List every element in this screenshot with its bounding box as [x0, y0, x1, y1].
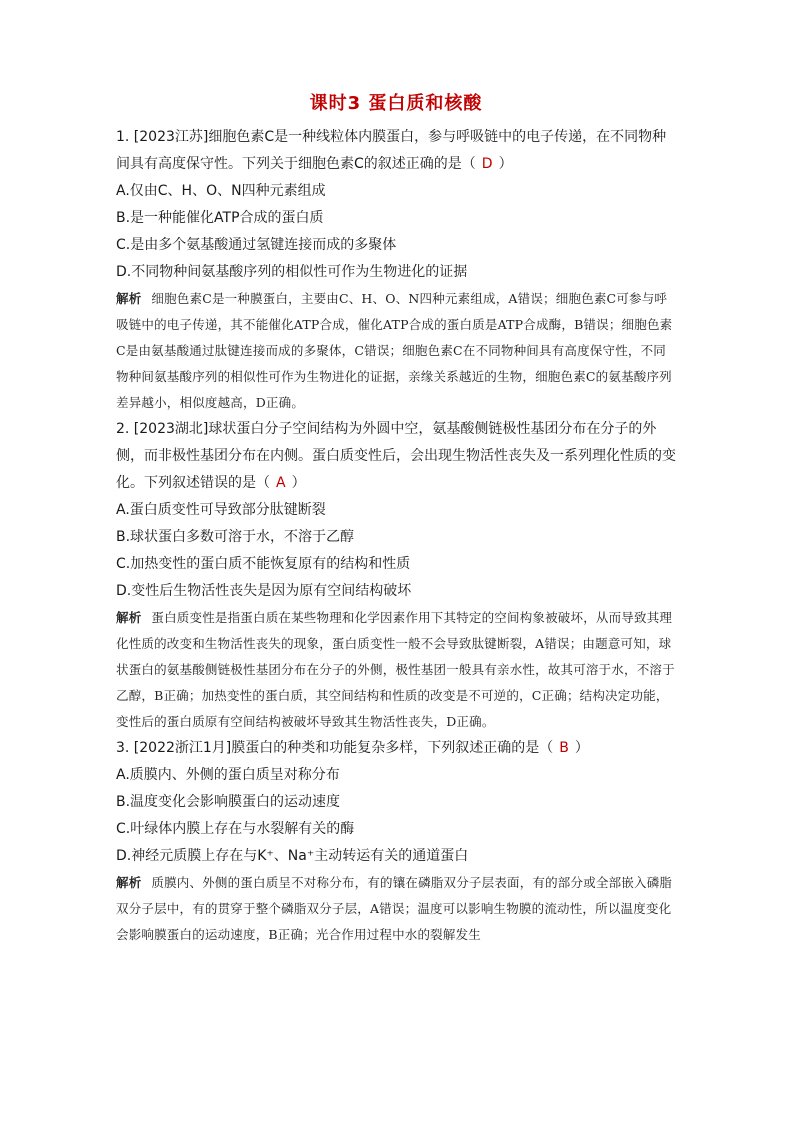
answer-letter: D	[481, 156, 493, 172]
document-page	[116, 92, 676, 948]
question-stem	[116, 735, 676, 762]
option-a: A.仅由C、H、O、N四种元素组成	[116, 183, 326, 199]
page-title: 课时3 蛋白质和核酸	[309, 93, 483, 114]
option-c: C.是由多个氨基酸通过氢键连接而成的多聚体	[116, 237, 397, 253]
explanation-label: 解析	[116, 610, 142, 625]
explanation-text: 蛋白质变性是指蛋白质在某些物理和化学因素作用下其特定的空间构象被破坏，从而导致其理化性质的改变和生物活性丧失的现象，蛋白质变性一般不会导致肽键断裂，A错误；由题意可知，球状蛋白的氨基酸侧链极性基团分布在分子的外侧，极性基团一般具有亲水性，故其可溶于水，不溶于乙醇，B正确；加热变性的蛋白质，其空间结构和性质的改变是不可逆的，C正确；结构决定功能，变性后的蛋白质原有空间结构被破坏导致其生物活性丧失，D正确。	[116, 610, 675, 729]
explanation	[116, 605, 676, 735]
option-b: B.是一种能催化ATP合成的蛋白质	[116, 210, 324, 226]
question-1	[116, 124, 676, 416]
option-a: A.质膜内、外侧的蛋白质呈对称分布	[116, 767, 340, 783]
option-d: D.变性后生物活性丧失是因为原有空间结构破坏	[116, 583, 412, 599]
question-2	[116, 416, 676, 735]
option-c: C.加热变性的蛋白质不能恢复原有的结构和性质	[116, 556, 411, 572]
option-c: C.叶绿体内膜上存在与水裂解有关的酶	[116, 821, 355, 837]
option-b: B.温度变化会影响膜蛋白的运动速度	[116, 794, 341, 810]
explanation	[116, 286, 676, 416]
option-a: A.蛋白质变性可导致部分肽键断裂	[116, 502, 326, 518]
stem-close: ）	[498, 156, 513, 172]
stem-text: 3. [2022浙江1月]膜蛋白的种类和功能复杂多样，下列叙述正确的是（	[116, 740, 554, 756]
explanation-text: 细胞色素C是一种膜蛋白，主要由C、H、O、N四种元素组成，A错误；细胞色素C可参与呼吸链中的电子传递，其不能催化ATP合成，催化ATP合成的蛋白质是ATP合成酶，B错误；细胞色素C是由氨基酸通过肽键连接而成的多聚体，C错误；细胞色素C在不同物种间具有高度保守性，不同物种间氨基酸序列的相似性可作为生物进化的证据，亲缘关系越近的生物，细胞色素C的氨基酸序列差异越小，相似度越高，D正确。	[116, 291, 673, 410]
explanation-label: 解析	[116, 875, 142, 890]
question-stem	[116, 416, 676, 497]
explanation-text: 质膜内、外侧的蛋白质呈不对称分布，有的镶在磷脂双分子层表面，有的部分或全部嵌入磷脂双分子层中，有的贯穿于整个磷脂双分子层，A错误；温度可以影响生物膜的流动性，所以温度变化会影响膜蛋白的运动速度，B正确；光合作用过程中水的裂解发生	[116, 875, 673, 942]
stem-text: 1. [2023江苏]细胞色素C是一种线粒体内膜蛋白，参与呼吸链中的电子传递，在不同物种间具有高度保守性。下列关于细胞色素C的叙述正确的是（	[116, 129, 667, 172]
explanation	[116, 870, 676, 948]
option-d: D.不同物种间氨基酸序列的相似性可作为生物进化的证据	[116, 264, 468, 280]
question-3	[116, 735, 676, 948]
answer-letter: A	[276, 475, 286, 491]
stem-text: 2. [2023湖北]球状蛋白分子空间结构为外圆中空，氨基酸侧链极性基团分布在分子的外侧，而非极性基团分布在内侧。蛋白质变性后，会出现生物活性丧失及一系列理化性质的变化。下列叙述错误的是（	[116, 421, 676, 491]
question-stem	[116, 124, 676, 178]
stem-close: ）	[574, 740, 589, 756]
stem-close: ）	[291, 475, 306, 491]
answer-letter: B	[559, 740, 569, 756]
option-d: D.神经元质膜上存在与K⁺、Na⁺主动转运有关的通道蛋白	[116, 848, 469, 864]
option-b: B.球状蛋白多数可溶于水，不溶于乙醇	[116, 529, 355, 545]
explanation-label: 解析	[116, 291, 142, 306]
